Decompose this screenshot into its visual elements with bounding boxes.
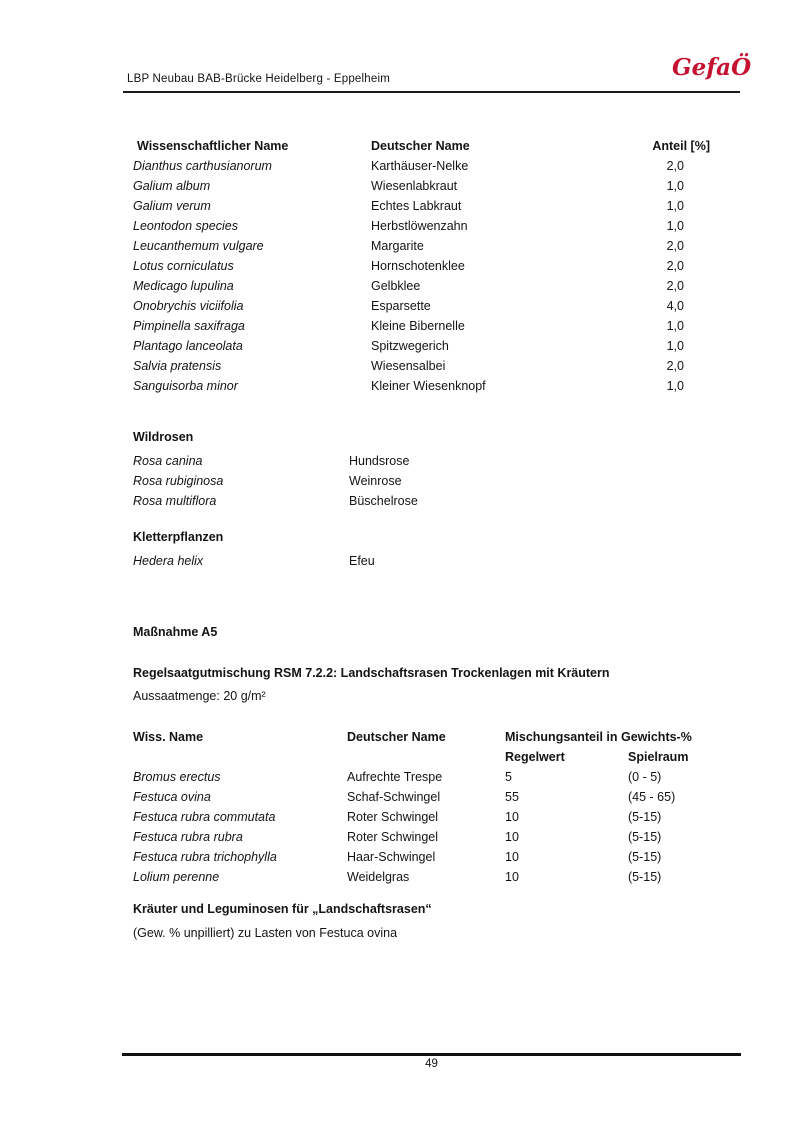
spielraum-value: (5-15)	[628, 870, 662, 884]
german-name: Hornschotenklee	[371, 259, 465, 273]
scientific-name: Rosa canina	[133, 454, 203, 468]
footer-rule	[122, 1053, 741, 1056]
german-name: Efeu	[349, 554, 375, 568]
column-header-spielraum: Spielraum	[628, 750, 689, 764]
table-row	[133, 196, 710, 216]
scientific-name: Leucanthemum vulgare	[133, 239, 264, 253]
regelwert-value: 5	[505, 770, 512, 784]
german-name: Gelbklee	[371, 279, 421, 293]
species-table-rows	[133, 156, 710, 396]
regelwert-value: 10	[505, 850, 519, 864]
scientific-name: Sanguisorba minor	[133, 379, 238, 393]
table-row	[133, 296, 710, 316]
page-number: 49	[425, 1058, 438, 1070]
footnote-heading: Kräuter und Leguminosen für „Landschaftsrasen“	[133, 902, 432, 916]
table-row	[133, 276, 710, 296]
scientific-name: Festuca rubra trichophylla	[133, 850, 277, 864]
seed-mix-table-subheader	[133, 747, 740, 767]
table-row	[133, 471, 599, 491]
header-title: LBP Neubau BAB-Brücke Heidelberg - Eppelheim	[127, 73, 391, 85]
scientific-name: Onobrychis viciifolia	[133, 299, 244, 313]
share-value: 2,0	[666, 259, 684, 273]
german-name: Karthäuser-Nelke	[371, 159, 469, 173]
share-value: 1,0	[666, 219, 684, 233]
table-row	[133, 376, 710, 396]
share-value: 1,0	[666, 339, 684, 353]
column-header-regelwert: Regelwert	[505, 750, 565, 764]
species-table	[133, 136, 710, 396]
spielraum-value: (0 - 5)	[628, 770, 662, 784]
share-value: 2,0	[666, 359, 684, 373]
german-name: Weidelgras	[347, 870, 410, 884]
german-name: Margarite	[371, 239, 424, 253]
german-name: Kleiner Wiesenknopf	[371, 379, 486, 393]
table-row	[133, 336, 710, 356]
german-name: Aufrechte Trespe	[347, 770, 443, 784]
german-name: Echtes Labkraut	[371, 199, 462, 213]
scientific-name: Rosa rubiginosa	[133, 474, 224, 488]
table-row	[133, 491, 599, 511]
massnahme-heading: Maßnahme A5	[133, 625, 218, 639]
table-row	[133, 787, 740, 807]
scientific-name: Rosa multiflora	[133, 494, 217, 508]
kletterpflanzen-rows	[133, 551, 599, 571]
table-row	[133, 451, 599, 471]
share-value: 1,0	[666, 179, 684, 193]
scientific-name: Medicago lupulina	[133, 279, 234, 293]
table-row	[133, 156, 710, 176]
german-name: Hundsrose	[349, 454, 410, 468]
share-value: 1,0	[666, 379, 684, 393]
german-name: Schaf-Schwingel	[347, 790, 441, 804]
regelwert-value: 10	[505, 810, 519, 824]
german-name: Herbstlöwenzahn	[371, 219, 468, 233]
share-value: 1,0	[666, 199, 684, 213]
regelwert-value: 55	[505, 790, 519, 804]
table-row	[133, 216, 710, 236]
seed-mix-table-rows	[133, 767, 740, 887]
german-name: Wiesensalbei	[371, 359, 446, 373]
scientific-name: Galium album	[133, 179, 211, 193]
regelwert-value: 10	[505, 830, 519, 844]
kletterpflanzen-heading: Kletterpflanzen	[133, 530, 224, 544]
footnote-text: (Gew. % unpilliert) zu Lasten von Festuca ovina	[133, 926, 398, 940]
spielraum-value: (45 - 65)	[628, 790, 676, 804]
scientific-name: Dianthus carthusianorum	[133, 159, 272, 173]
german-name: Esparsette	[371, 299, 431, 313]
column-header-mischungsanteil: Mischungsanteil in Gewichts-%	[505, 730, 692, 744]
table-row	[133, 316, 710, 336]
wildrosen-heading: Wildrosen	[133, 430, 194, 444]
header-rule	[123, 91, 740, 93]
seed-mix-table	[133, 727, 740, 887]
table-row	[133, 847, 740, 867]
column-header-deutscher-name: Deutscher Name	[347, 730, 446, 744]
table-row	[133, 867, 740, 887]
table-row	[133, 356, 710, 376]
table-row	[133, 551, 599, 571]
scientific-name: Festuca rubra commutata	[133, 810, 276, 824]
german-name: Weinrose	[349, 474, 402, 488]
spielraum-value: (5-15)	[628, 850, 662, 864]
table-row	[133, 807, 740, 827]
regelwert-value: 10	[505, 870, 519, 884]
share-value: 2,0	[666, 239, 684, 253]
seed-mix-title: Regelsaatgutmischung RSM 7.2.2: Landschaftsrasen Trockenlagen mit Kräutern	[133, 666, 610, 680]
table-row	[133, 767, 740, 787]
table-row	[133, 827, 740, 847]
scientific-name: Hedera helix	[133, 554, 204, 568]
german-name: Büschelrose	[349, 494, 418, 508]
column-header-wiss-name: Wiss. Name	[133, 730, 204, 744]
scientific-name: Lotus corniculatus	[133, 259, 234, 273]
gefao-logo: GefaÖ	[672, 54, 752, 81]
share-value: 4,0	[666, 299, 684, 313]
german-name: Spitzwegerich	[371, 339, 449, 353]
scientific-name: Plantago lanceolata	[133, 339, 243, 353]
scientific-name: Festuca ovina	[133, 790, 211, 804]
species-table-header	[133, 136, 710, 156]
spielraum-value: (5-15)	[628, 810, 662, 824]
seed-rate: Aussaatmenge: 20 g/m²	[133, 689, 266, 703]
german-name: Roter Schwingel	[347, 830, 439, 844]
share-value: 1,0	[666, 319, 684, 333]
german-name: Kleine Bibernelle	[371, 319, 465, 333]
scientific-name: Bromus erectus	[133, 770, 221, 784]
spielraum-value: (5-15)	[628, 830, 662, 844]
german-name: Wiesenlabkraut	[371, 179, 458, 193]
scientific-name: Lolium perenne	[133, 870, 220, 884]
seed-mix-table-header	[133, 727, 740, 747]
wildrosen-rows	[133, 451, 599, 511]
subheader-spacer	[133, 747, 505, 767]
scientific-name: Leontodon species	[133, 219, 238, 233]
column-header-anteil: Anteil [%]	[652, 139, 710, 153]
column-header-deutscher-name: Deutscher Name	[371, 139, 470, 153]
scientific-name: Galium verum	[133, 199, 211, 213]
scientific-name: Pimpinella saxifraga	[133, 319, 245, 333]
column-header-wissenschaftlicher-name: Wissenschaftlicher Name	[137, 139, 289, 153]
german-name: Haar-Schwingel	[347, 850, 436, 864]
scientific-name: Salvia pratensis	[133, 359, 222, 373]
scientific-name: Festuca rubra rubra	[133, 830, 243, 844]
share-value: 2,0	[666, 279, 684, 293]
table-row	[133, 236, 710, 256]
german-name: Roter Schwingel	[347, 810, 439, 824]
table-row	[133, 256, 710, 276]
share-value: 2,0	[666, 159, 684, 173]
table-row	[133, 176, 710, 196]
